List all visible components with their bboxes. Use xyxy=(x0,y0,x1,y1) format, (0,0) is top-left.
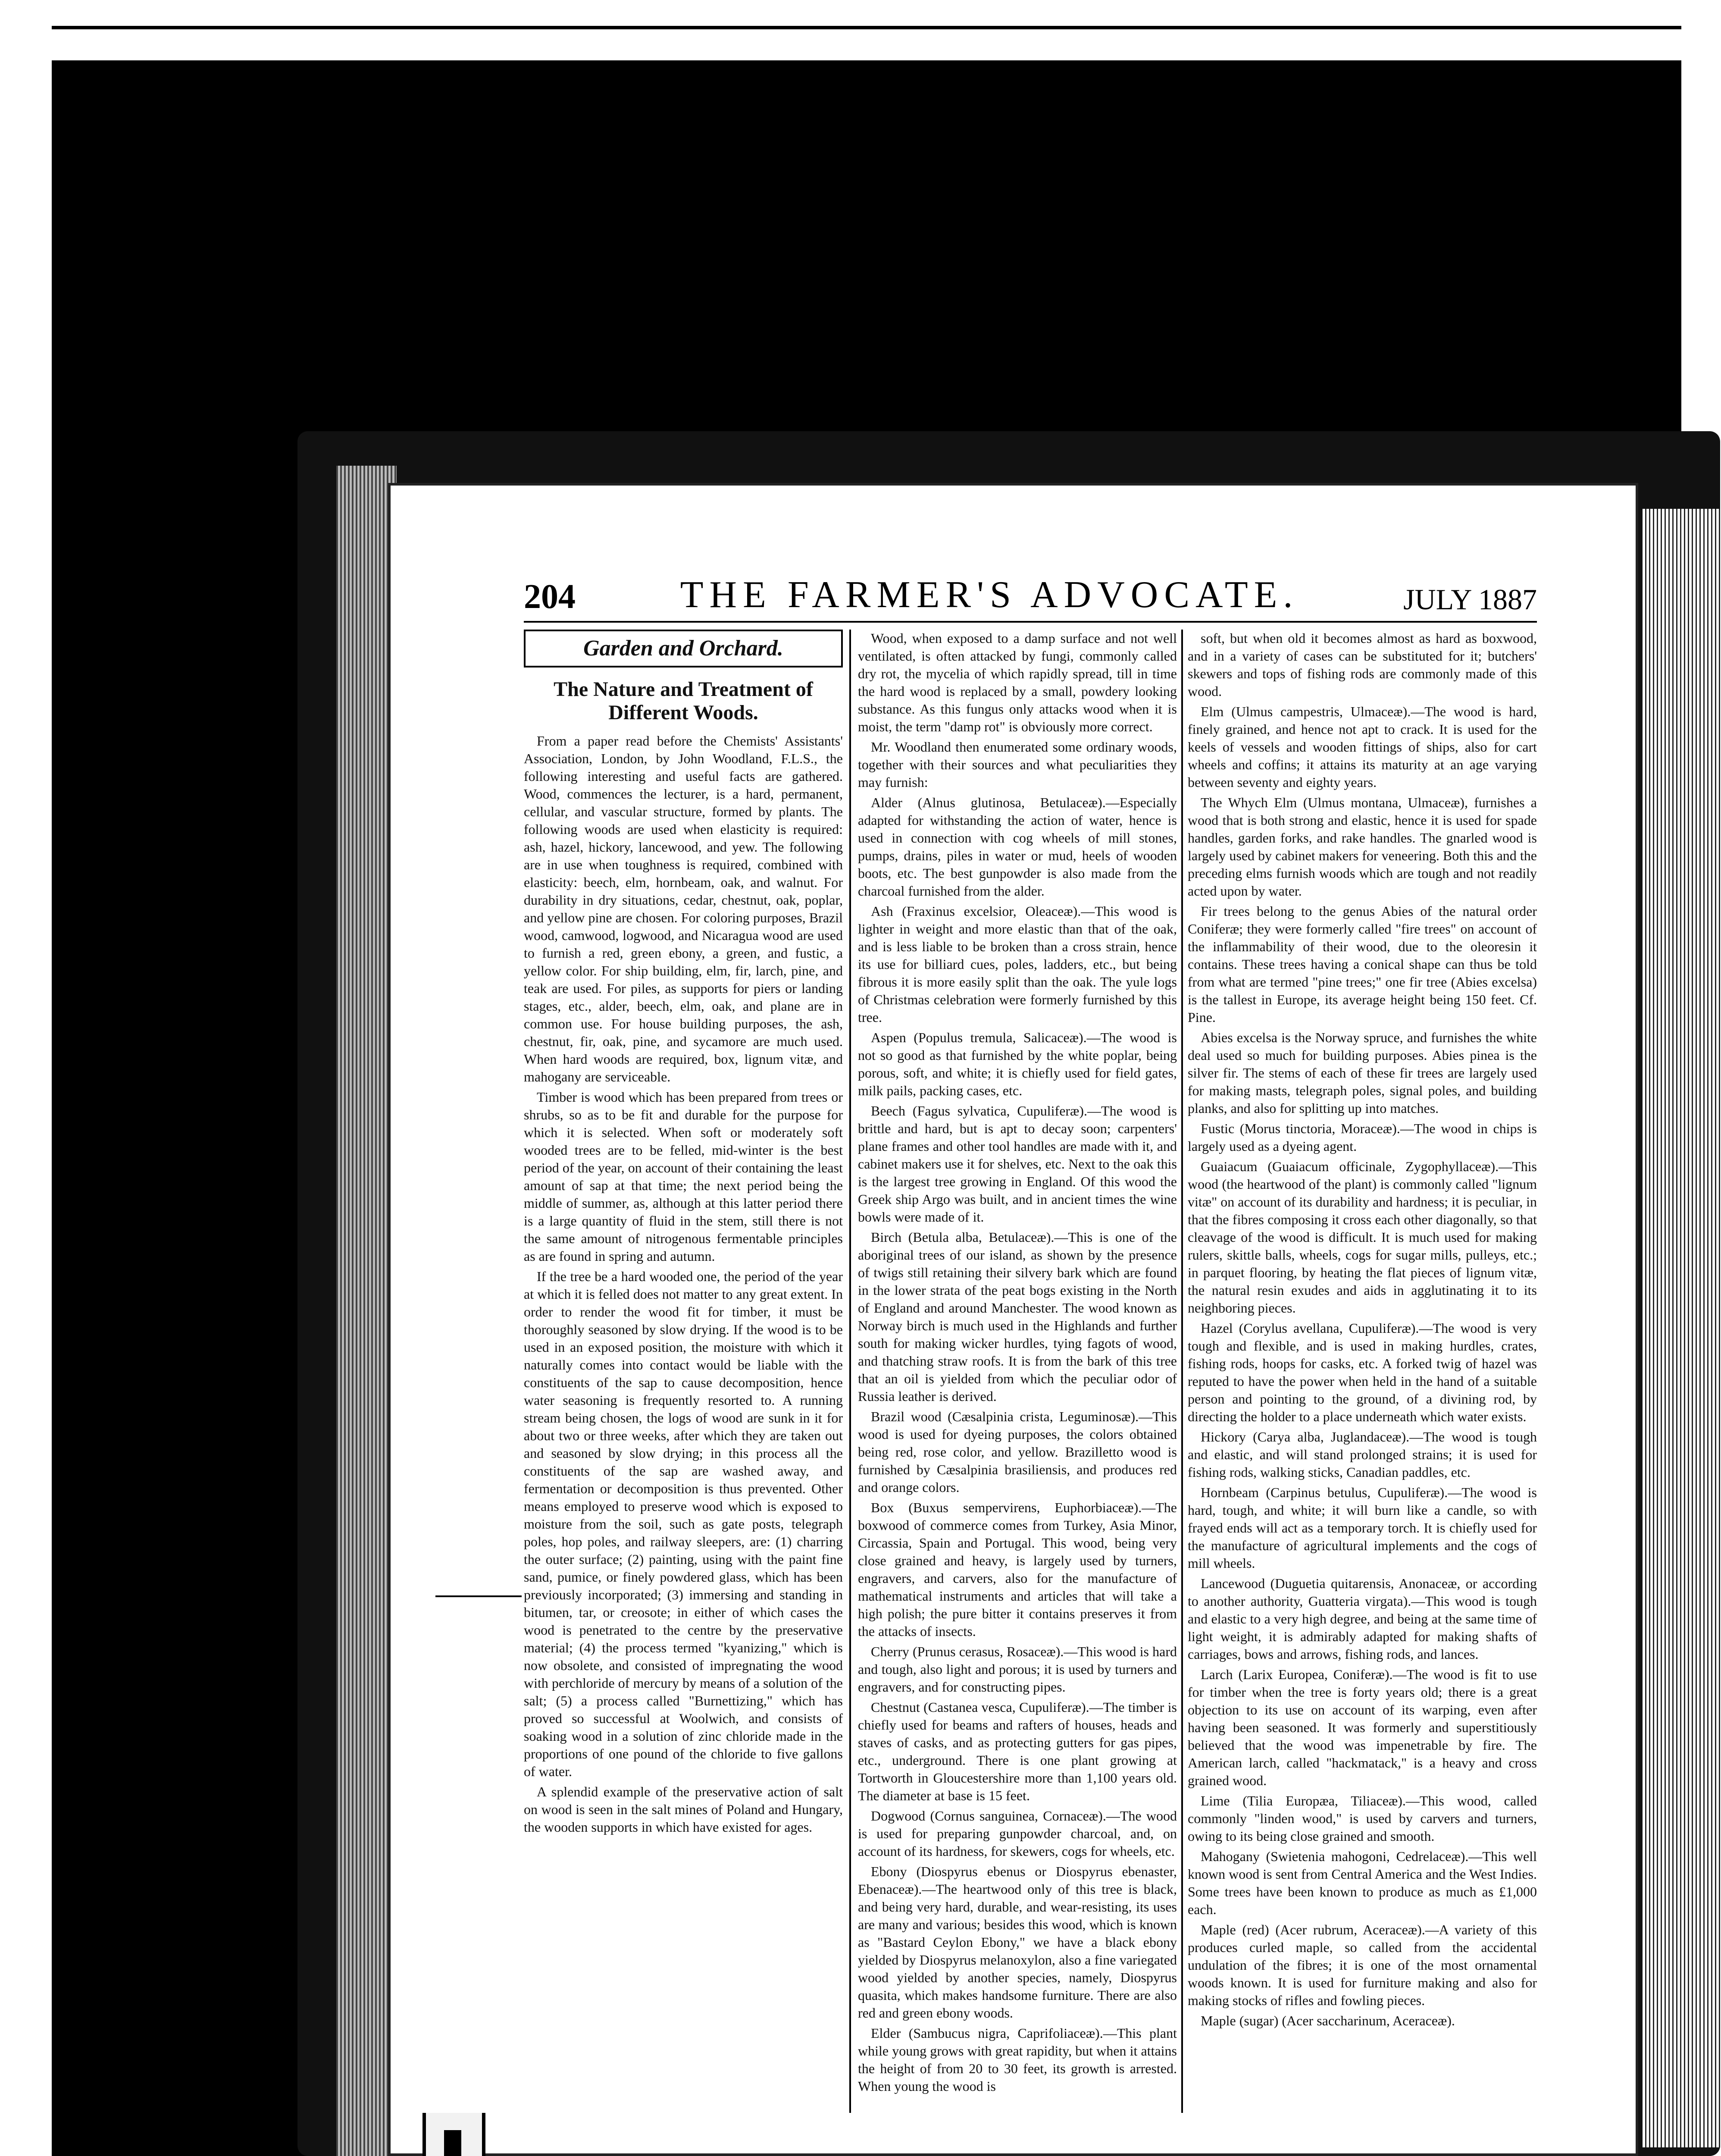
wood-entry: Ash (Fraxinus excelsior, Oleaceæ).—This wood is lighter in weight and more elastic than that of the oak, and is less liable to be broken than a cross strain, hence its use for billiard cues, poles, ladders, etc., but being fibrous it is more easily split than the oak. The yule logs of Christmas celebration were formerly furnished by this tree. xyxy=(858,903,1177,1025)
wood-entry: Lime (Tilia Europæa, Tiliaceæ).—This wood, called commonly "linden wood," is used by carvers and turners, owing to its being close grained and smooth. xyxy=(1188,1793,1537,1844)
paragraph: Mr. Woodland then enumerated some ordinary woods, together with their sources and what peculiarities they may furnish: xyxy=(858,739,1177,790)
wood-entry: Abies excelsa is the Norway spruce, and furnishes the white deal used so much for building purposes. Abies pinea is the silver fir. The stems of each of these fir trees are largely used for making masts, telegraph poles, signal poles, and building planks, and also for splitting up into matches. xyxy=(1188,1030,1537,1116)
issue-date: JULY 1887 xyxy=(1403,583,1537,616)
film-border-top xyxy=(0,0,1721,60)
wood-entry: Ebony (Diospyrus ebenus or Diospyrus ebenaster, Ebenaceæ).—The heartwood only of this tree is black, and being very hard, durable, and wear-resisting, its uses are many and various; besides this wood, which is known as "Bastard Ceylon Ebony," we have a black ebony yielded by Diospyrus melanoxylon, also a fine variegated wood yielded by another species, namely, Diospyrus quasita, which makes handsome furniture. There are also red and green ebony woods. xyxy=(858,1864,1177,2021)
wood-entry: Box (Buxus sempervirens, Euphorbiaceæ).—The boxwood of commerce comes from Turkey, Asia Minor, Circassia, Spain and Portugal. This wood, being very close grained and heavy, is largely used by turners, engravers, and carvers, also for the manufacture of mathematical instruments and articles that will take a high polish; the pure bitter it contains preserves it from the attacks of insects. xyxy=(858,1500,1177,1639)
article-column-3 xyxy=(1188,630,1537,2156)
wood-entry: Guaiacum (Guaiacum officinale, Zygophyllaceæ).—This wood (the heartwood of the plant) is commonly called "lignum vitæ" on account of its durability and hardness; it is peculiar, in that the fibres composing it cross each other diagonally, so that cleavage of the wood is difficult. It is much used for making rulers, skittle balls, wheels, cogs for sugar mills, pulleys, etc.; in parquet flooring, by heating the flat pieces of lignum vitæ, the natural resin exudes and aids in agglutinating it to its neighboring pieces. xyxy=(1188,1159,1537,1316)
paragraph: From a paper read before the Chemists' Assistants' Association, London, by John Woodland, F.L.S., the following interesting and useful facts are gathered. Wood, commences the lecturer, is a hard, permanent, cellular, and vascular structure, formed by plants. The following woods are used when elasticity is required: ash, hazel, hickory, lancewood, and yew. The following are in use when toughness is required, combined with elasticity: beech, elm, hornbeam, oak, and walnut. For durability in dry situations, cedar, chestnut, oak, poplar, and yellow pine are chosen. For coloring purposes, Brazil wood, camwood, logwood, and Nicaragua wood are used to furnish a red, green ebony, a green, and fustic, a yellow color. For ship building, elm, fir, larch, pine, and teak are used. For piles, as supports for piers or landing stages, etc., alder, beech, elm, oak, and plane are in common use. For house building purposes, the ash, chestnut, fir, oak, pine, and sycamore are much used. When hard woods are required, box, lignum vitæ, and mahogany are serviceable. xyxy=(524,733,843,1084)
wood-entry: Hornbeam (Carpinus betulus, Cupuliferæ).—The wood is hard, tough, and white; it will burn like a candle, so with frayed ends will act as a temporary torch. It is chiefly used for the manufacture of agricultural implements and the cogs of mill wheels. xyxy=(1188,1485,1537,1571)
wood-entry: Aspen (Populus tremula, Salicaceæ).—The wood is not so good as that furnished by the white poplar, being porous, soft, and white; it is chiefly used for field gates, milk pails, packing cases, etc. xyxy=(858,1030,1177,1098)
paragraph: A splendid example of the preservative action of salt on wood is seen in the salt mines of Poland and Hungary, the wooden supports in which have existed for ages. xyxy=(524,1784,843,1835)
paragraph: Wood, when exposed to a damp surface and not well ventilated, is often attacked by fungi, commonly called dry rot, the mycelia of which rapidly spread, till in time the hard wood is replaced by a small, powdery looking substance. As this fungus only attacks wood when it is moist, the term "damp rot" is obviously more correct. xyxy=(858,630,1177,734)
section-heading: Garden and Orchard. xyxy=(524,630,843,667)
wood-entry: Larch (Larix Europea, Coniferæ).—The wood is fit to use for timber when the tree is forty years old; there is a great objection to its use on account of its warping, even after having been seasoned. It was formerly and superstitiously believed that the wood was impenetrable by fire. The American larch, called "hackmatack," is a heavy and cross grained wood. xyxy=(1188,1667,1537,1788)
wood-entry: Hickory (Carya alba, Juglandaceæ).—The wood is tough and elastic, and will stand prolonged strains; it is used for fishing rods, walking sticks, Canadian paddles, etc. xyxy=(1188,1429,1537,1480)
page-edges xyxy=(336,466,397,2156)
wood-entry: Chestnut (Castanea vesca, Cupuliferæ).—The timber is chiefly used for beams and rafters of houses, heads and staves of casks, and as protecting gutters for gas pipes, etc., underground. There is one plant growing at Tortworth in Gloucestershire more than 1,100 years old. The diameter at base is 15 feet. xyxy=(858,1699,1177,1803)
column-rule xyxy=(1181,630,1183,2113)
wood-entry: Mahogany (Swietenia mahogoni, Cedrelaceæ).—This well known wood is sent from Central America and the West Indies. Some trees have been known to produce as much as £1,000 each. xyxy=(1188,1849,1537,1917)
wood-entry: Brazil wood (Cæsalpinia crista, Leguminosæ).—This wood is used for dyeing purposes, the colors obtained being red, rose color, and yellow. Brazilletto wood is furnished by Cæsalpinia brasiliensis, and produces red and orange colors. xyxy=(858,1409,1177,1495)
paragraph: soft, but when old it becomes almost as hard as boxwood, and in a variety of cases can be substituted for it; butchers' skewers and tops of fishing rods are commonly made of this wood. xyxy=(1188,630,1537,699)
wood-entry: Elm (Ulmus campestris, Ulmaceæ).—The wood is hard, finely grained, and hence not apt to crack. It is used for the keels of vessels and wooden fittings of ships, also for cart wheels and coffins; it attains its maturity at an age varying between seventy and eighty years. xyxy=(1188,704,1537,790)
page-number: 204 xyxy=(524,578,576,616)
column-rule xyxy=(849,630,851,2113)
wood-entry: Fir trees belong to the genus Abies of the natural order Coniferæ; they were formerly called "fire trees" on account of the inflammability of their wood, due to the oleoresin it contains. These trees having a conical shape can thus be told from what are termed "pine trees;" one fir tree (Abies excelsa) is the tallest in Europe, its average height being 150 feet. Cf. Pine. xyxy=(1188,903,1537,1025)
article-column-1 xyxy=(524,630,843,2156)
wood-entry: Elder (Sambucus nigra, Caprifoliaceæ).—This plant while young grows with great rapidity, but when it attains the height of from 20 to 30 feet, its growth is arrested. When young the wood is xyxy=(858,2025,1177,2094)
wood-entry: Maple (red) (Acer rubrum, Aceraceæ).—A variety of this produces curled maple, so called from the accidental undulation of the fibres; it is one of the most ornamental woods known. It is used for furniture making and also for making stocks of rifles and fowling pieces. xyxy=(1188,1922,1537,2008)
wood-entry: The Whych Elm (Ulmus montana, Ulmaceæ), furnishes a wood that is both strong and elastic, hence it is used for spade handles, garden forks, and rake handles. The gnarled wood is largely used by cabinet makers for veneering. Both this and the preceding elms furnish woods which are tough and not readily acted upon by water. xyxy=(1188,795,1537,899)
film-rule xyxy=(0,26,1721,29)
wood-entry: Dogwood (Cornus sanguinea, Cornaceæ).—The wood is used for preparing gunpowder charcoal, and, on account of its hardness, for skewers, cogs for wheels, etc. xyxy=(858,1808,1177,1859)
article-column-2 xyxy=(858,630,1177,2156)
article-title: The Nature and Treatment of Different Woods. xyxy=(554,678,813,724)
wood-entry: Cherry (Prunus cerasus, Rosaceæ).—This wood is hard and tough, also light and porous; it is used by turners and engravers, and for constructing pipes. xyxy=(858,1644,1177,1695)
wood-entry: Birch (Betula alba, Betulaceæ).—This is one of the aboriginal trees of our island, as shown by the presence of twigs still retaining their silvery bark which are found in the lower strata of the peat bogs existing in the North of England and around Manchester. The wood known as Norway birch is much used in the Highlands and further south for making wicker hurdles, tying fagots of wood, and thatching straw roofs. It is from the bark of this tree that an oil is yielded from which the peculiar odor of Russia leather is derived. xyxy=(858,1229,1177,1404)
wood-entry: Alder (Alnus glutinosa, Betulaceæ).—Especially adapted for withstanding the action of water, hence is used in connection with cog wheels of mill stones, pumps, drains, piles in water or mud, heels of wooden boots, etc. The best gunpowder is also made from the charcoal furnished from the alder. xyxy=(858,795,1177,899)
film-border-left xyxy=(0,0,52,2156)
wood-entry: Maple (sugar) (Acer saccharinum, Aceraceæ). xyxy=(1201,2013,1455,2028)
margin-mark xyxy=(435,1595,522,1597)
paragraph: If the tree be a hard wooded one, the period of the year at which it is felled does not matter to any great extent. In order to render the wood fit for timber, it must be thoroughly seasoned by slow drying. If the wood is to be used in an exposed position, the moisture with which it naturally comes into contact would be liable with the constituents of the sap to cause decomposition, hence water seasoning is frequently resorted to. A running stream being chosen, the logs of wood are sunk in it for about two or three weeks, after which they are taken out and seasoned by slow drying; in this process all the constituents of the sap are washed away, and fermentation or decomposition is thus prevented. Other means employed to preserve wood which is exposed to moisture from the soil, such as gate posts, telegraph poles, hop poles, and railway sleepers, are: (1) charring the outer surface; (2) painting, using with the paint fine sand, pumice, or finely powdered glass, which has been previously incorporated; (3) immersing and standing in bitumen, tar, or creosote; in either of which cases the wood is penetrated to the centre by the preservative material; (4) the process termed "kyanizing," which is now obsolete, and consisted of impregnating the wood with perchloride of mercury by means of a solution of the salt; (5) a process called "Burnettizing," which has proved so successful at Woolwich, and consists of soaking wood in a solution of zinc chloride made in the proportions of one pound of the chloride to five gallons of water. xyxy=(524,1269,843,1779)
wood-entry: Beech (Fagus sylvatica, Cupuliferæ).—The wood is brittle and hard, but is apt to decay soon; carpenters' plane frames and other tool handles are made with it, and cabinet makers use it for shelves, etc. Next to the oak this is the largest tree growing in England. Of this wood the Greek ship Argo was built, and in ancient times the wine bowls were made of it. xyxy=(858,1103,1177,1225)
right-page-edges xyxy=(1643,509,1720,2147)
page-header xyxy=(524,569,1537,623)
wood-entry: Hazel (Corylus avellana, Cupuliferæ).—The wood is very tough and flexible, and is used in making hurdles, crates, fishing rods, hoops for casks, etc. A forked twig of hazel was reputed to have the power when held in the hand of a suitable person and pointing to the ground, of a divining rod, by directing the holder to a place underneath which water exists. xyxy=(1188,1320,1537,1424)
wood-entry: Lancewood (Duguetia quitarensis, Anonaceæ, or according to another authority, Guatteria virgata).—This wood is tough and elastic to a very high degree, and being at the same time of light weight, it is admirably adapted for making shafts of carriages, bows and arrows, fishing rods, and lances. xyxy=(1188,1576,1537,1662)
wood-entry: Fustic (Morus tinctoria, Moraceæ).—The wood in chips is largely used as a dyeing agent. xyxy=(1188,1121,1537,1154)
publication-title: THE FARMER'S ADVOCATE. xyxy=(680,574,1299,616)
paragraph: Timber is wood which has been prepared from trees or shrubs, so as to be fit and durable for the purpose for which it is selected. When soft or moderately soft wooded trees are to be felled, mid-winter is the best period of the year, on account of their containing the least amount of sap at that time; the next period being the middle of summer, as, although at this latter period there is a large quantity of fluid in the stem, still there is not the same amount of nitrogenous fermentable principles as are found in spring and autumn. xyxy=(524,1089,843,1264)
binding-clip xyxy=(444,2130,461,2156)
